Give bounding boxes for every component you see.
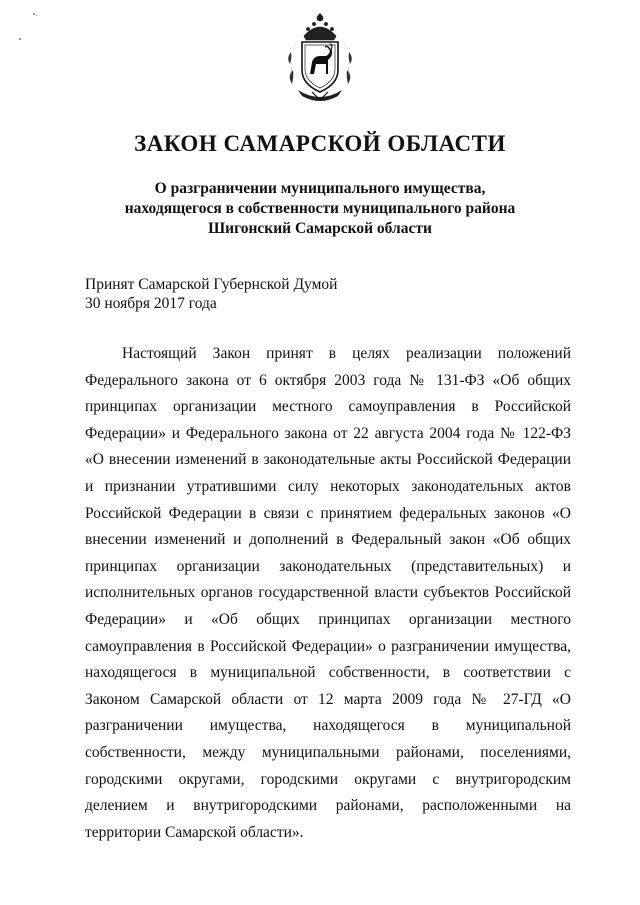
subtitle-line: Шигонский Самарской области: [208, 220, 432, 237]
subtitle-line: находящегося в собственности муниципального района: [124, 200, 516, 217]
document-subtitle: [0, 179, 640, 239]
scan-speck: [36, 15, 37, 16]
law-preamble: [85, 341, 571, 846]
samara-coat-of-arms-icon: [286, 12, 354, 104]
adoption-info: [85, 275, 337, 313]
subtitle-line: О разграничении муниципального имущества,: [154, 180, 486, 197]
adoption-body: Принят Самарской Губернской Думой: [85, 276, 338, 293]
adoption-date: 30 ноября 2017 года: [85, 295, 217, 312]
document-title: ЗАКОН САМАРСКОЙ ОБЛАСТИ: [134, 131, 506, 156]
preamble-paragraph: Настоящий Закон принят в целях реализации положений Федерального закона от 6 октября 2003 года № 131-ФЗ «Об общих принципах организации местного самоуправления в Российской Федерации» и Федерального закона от 22 августа 2004 года № 122-ФЗ «О внесении изменений в законодательные акты Российской Федерации и признании утратившими силу некоторых законодательных актов Российской Федерации в связи с принятием федеральных законов «О внесении изменений и дополнений в Федеральный закон «Об общих принципах организации законодательных (представительных) и исполнительных органов государственной власти субъектов Российской Федерации» и «Об общих принципах организации местного самоуправления в Российской Федерации» о разграничении имущества, находящегося в муниципальной собственности, в соответствии с Законом Самарской области от 12 марта 2009 года № 27-ГД «О разграничении имущества, находящегося в муниципальной собственности, между муниципальными районами, поселениями, городскими округами, городскими округами с внутригородским делением и внутригородскими районами, расположенными на территории Самарской области».: [85, 345, 571, 841]
scan-speck: [33, 13, 35, 15]
scan-speck: [19, 38, 21, 40]
